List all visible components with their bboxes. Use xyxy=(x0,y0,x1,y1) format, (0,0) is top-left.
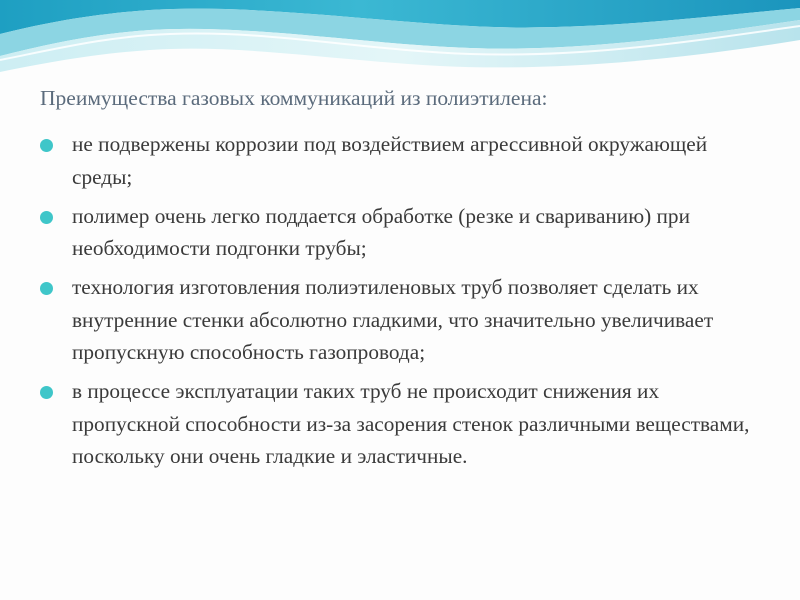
teal-circle-bullet-icon xyxy=(40,139,53,152)
bullet-item xyxy=(40,375,760,473)
bullet-item xyxy=(40,271,760,369)
slide-title: Преимущества газовых коммуникаций из полиэтилена: xyxy=(40,86,548,110)
bullet-list xyxy=(40,128,760,479)
bullet-text: не подвержены коррозии под воздействием агрессивной окружающей среды; xyxy=(72,132,708,189)
bullet-text: в процессе эксплуатации таких труб не происходит снижения их пропускной способности из-за засорения стенок различными веществами, поскольку они очень гладкие и эластичные. xyxy=(72,379,750,468)
teal-circle-bullet-icon xyxy=(40,386,53,399)
bullet-item xyxy=(40,128,760,193)
teal-circle-bullet-icon xyxy=(40,211,53,224)
header-wave-decoration xyxy=(0,0,800,80)
bullet-item xyxy=(40,200,760,265)
bullet-text: полимер очень легко поддается обработке (резке и свариванию) при необходимости подгонки трубы; xyxy=(72,203,690,260)
teal-circle-bullet-icon xyxy=(40,282,53,295)
bullet-text: технология изготовления полиэтиленовых труб позволяет сделать их внутренние стенки абсолютно гладкими, что значительно увеличивает пропускную способность газопровода; xyxy=(72,275,714,364)
